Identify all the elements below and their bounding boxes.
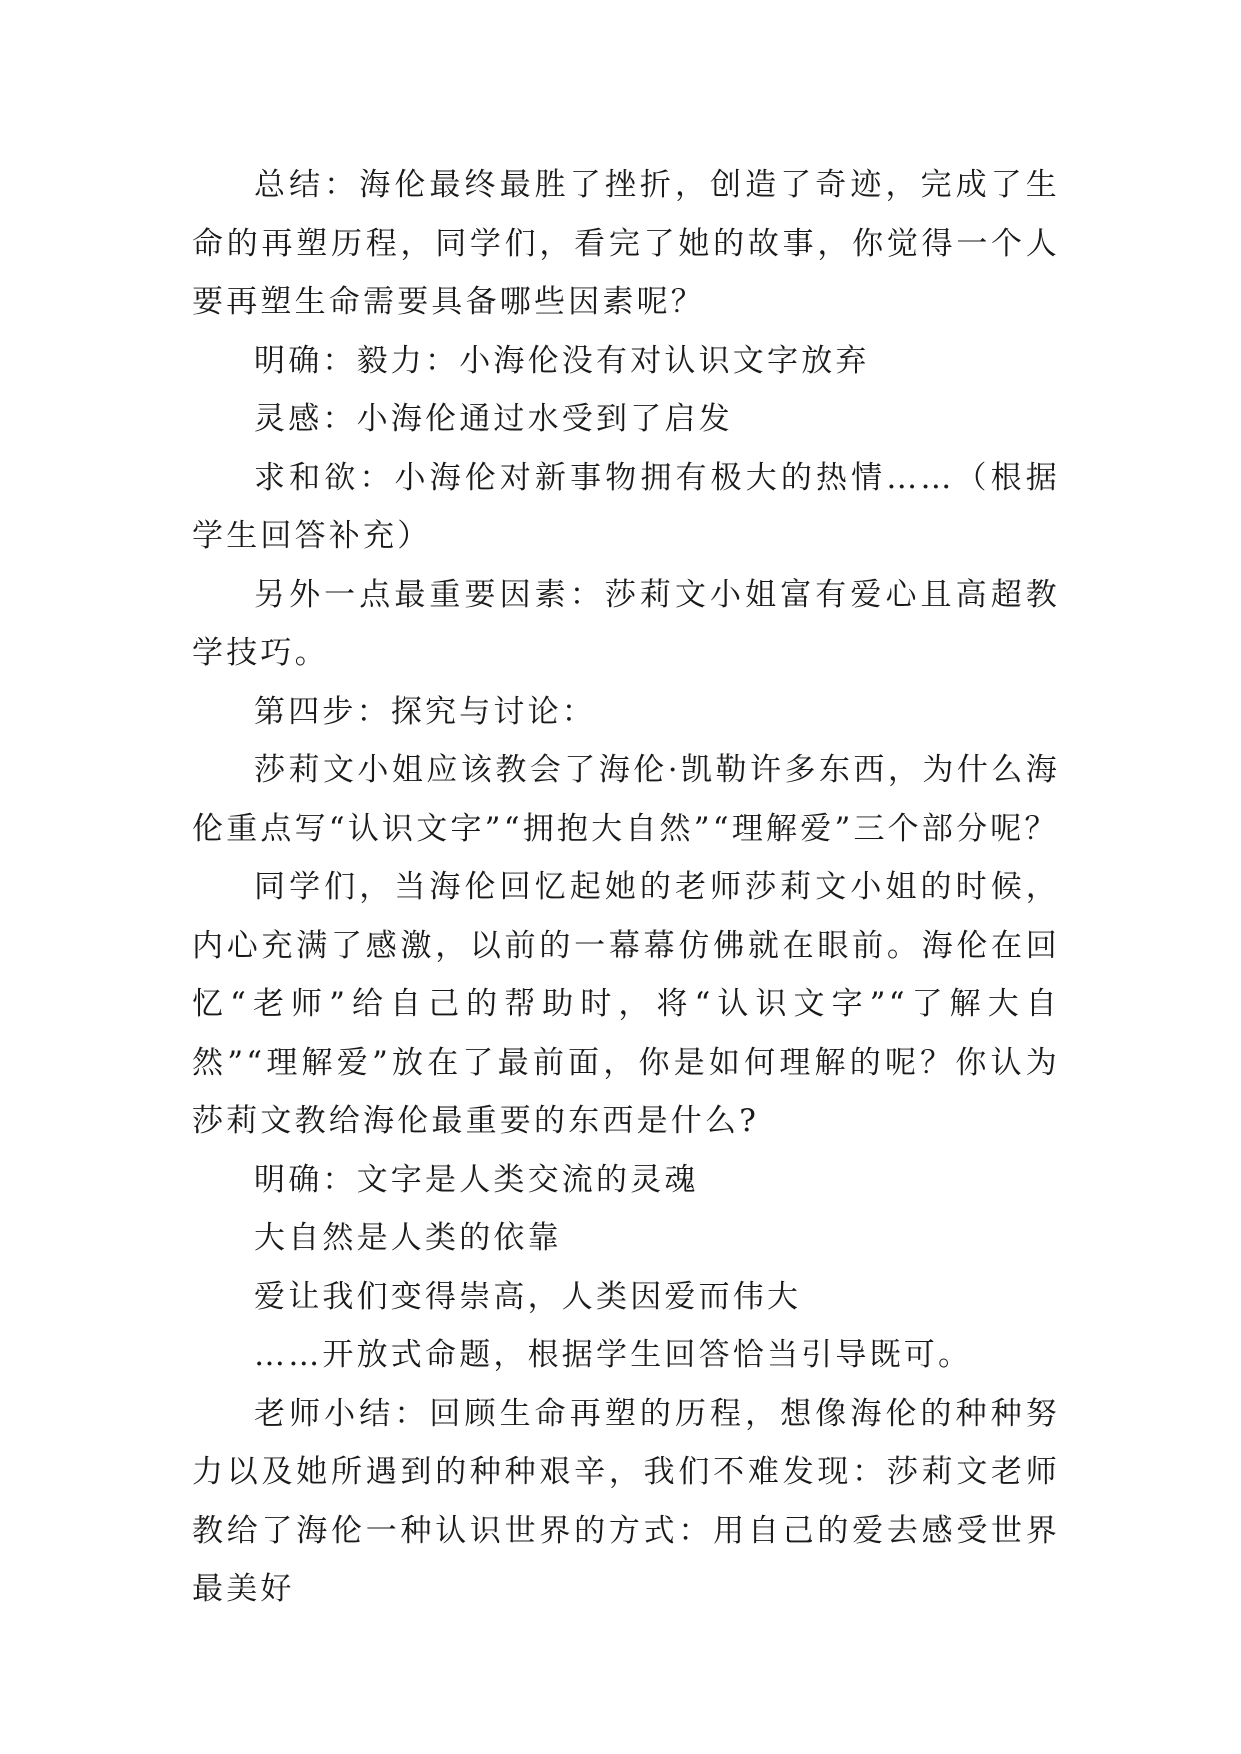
paragraph-love: 爱让我们变得崇高，人类因爱而伟大 xyxy=(254,1278,802,1315)
paragraph-curiosity: 求和欲：小海伦对新事物拥有极大的热情……（根据学生回答补充） xyxy=(192,459,1060,554)
paragraph-key-factor: 另外一点最重要因素：莎莉文小姐富有爱心且高超教学技巧。 xyxy=(192,576,1060,671)
paragraph-reflection: 同学们，当海伦回忆起她的老师莎莉文小姐的时候，内心充满了感激，以前的一幕幕仿佛就在眼前。海伦在回忆“老师”给自己的帮助时，将“认识文字”“了解大自然”“理解爱”放在了最前面，你是如何理解的呢？你认为莎莉文教给海伦最重要的东西是什么? xyxy=(192,869,1060,1139)
paragraph-discussion-question: 莎莉文小姐应该教会了海伦·凯勒许多东西，为什么海伦重点写“认识文字”“拥抱大自然”“理解爱”三个部分呢？ xyxy=(192,752,1060,847)
paragraph-summary: 总结：海伦最终最胜了挫折，创造了奇迹，完成了生命的再塑历程，同学们，看完了她的故事，你觉得一个人要再塑生命需要具备哪些因素呢？ xyxy=(192,167,1060,320)
paragraph-open-question: ……开放式命题，根据学生回答恰当引导既可。 xyxy=(254,1337,973,1373)
paragraph-nature: 大自然是人类的依靠 xyxy=(254,1220,562,1256)
paragraph-clarify-writing: 明确：文字是人类交流的灵魂 xyxy=(254,1161,699,1198)
paragraph-inspiration: 灵感：小海伦通过水受到了启发 xyxy=(254,401,733,437)
document-body xyxy=(192,156,1060,1619)
paragraph-teacher-summary: 老师小结：回顾生命再塑的历程，想像海伦的种种努力以及她所遇到的种种艰辛，我们不难发现：莎莉文老师教给了海伦一种认识世界的方式：用自己的爱去感受世界最美好 xyxy=(192,1395,1060,1607)
paragraph-clarify-perseverance: 明确：毅力：小海伦没有对认识文字放弃 xyxy=(254,342,870,379)
paragraph-step-four-heading: 第四步：探究与讨论： xyxy=(254,693,596,730)
